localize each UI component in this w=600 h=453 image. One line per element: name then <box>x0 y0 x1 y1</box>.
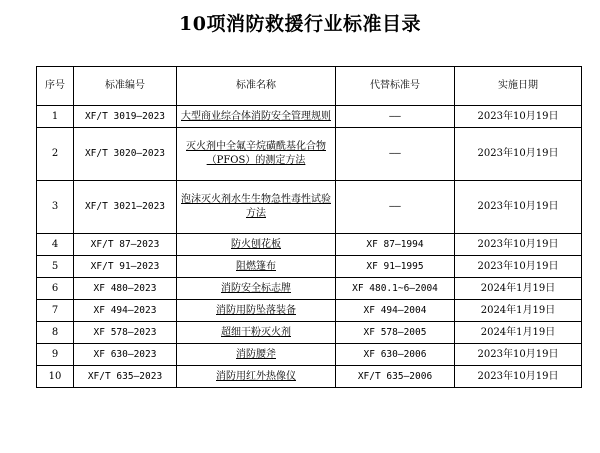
header-replaces: 代替标准号 <box>336 67 455 106</box>
cell-replaces: XF 578—2005 <box>336 322 455 344</box>
cell-date: 2023年10月19日 <box>455 366 582 388</box>
header-index: 序号 <box>37 67 74 106</box>
cell-code: XF/T 87—2023 <box>74 234 177 256</box>
cell-date: 2023年10月19日 <box>455 256 582 278</box>
header-name: 标准名称 <box>177 67 336 106</box>
cell-code: XF/T 3020—2023 <box>74 128 177 181</box>
cell-name[interactable] <box>177 344 336 366</box>
cell-code: XF/T 635—2023 <box>74 366 177 388</box>
cell-index: 9 <box>37 344 74 366</box>
page-title: 10项消防救援行业标准目录 <box>179 13 421 35</box>
cell-index: 8 <box>37 322 74 344</box>
cell-index: 4 <box>37 234 74 256</box>
table-row <box>37 128 582 181</box>
standard-name-link[interactable]: 灭火剂中全氟辛烷磺酰基化合物（PFOS）的测定方法 <box>186 141 326 166</box>
cell-code: XF/T 3019—2023 <box>74 106 177 128</box>
standard-name-link[interactable]: 泡沫灭火剂水生生物急性毒性试验方法 <box>181 194 331 219</box>
table-row <box>37 322 582 344</box>
cell-date: 2023年10月19日 <box>455 106 582 128</box>
table-row <box>37 278 582 300</box>
cell-index: 7 <box>37 300 74 322</box>
header-date: 实施日期 <box>455 67 582 106</box>
header-code: 标准编号 <box>74 67 177 106</box>
standard-name-link[interactable]: 大型商业综合体消防安全管理规则 <box>181 110 331 122</box>
cell-date: 2024年1月19日 <box>455 278 582 300</box>
cell-code: XF/T 91—2023 <box>74 256 177 278</box>
cell-code: XF 480—2023 <box>74 278 177 300</box>
cell-replaces: XF 91—1995 <box>336 256 455 278</box>
cell-replaces: XF 480.1~6—2004 <box>336 278 455 300</box>
cell-date: 2024年1月19日 <box>455 300 582 322</box>
cell-index: 1 <box>37 106 74 128</box>
cell-name[interactable] <box>177 181 336 234</box>
table-row <box>37 106 582 128</box>
cell-name[interactable] <box>177 106 336 128</box>
cell-index: 3 <box>37 181 74 234</box>
table-row <box>37 234 582 256</box>
cell-index: 5 <box>37 256 74 278</box>
cell-name[interactable] <box>177 256 336 278</box>
cell-code: XF 630—2023 <box>74 344 177 366</box>
table-row <box>37 256 582 278</box>
cell-date: 2023年10月19日 <box>455 344 582 366</box>
cell-name[interactable] <box>177 366 336 388</box>
cell-replaces: XF 87—1994 <box>336 234 455 256</box>
table-row <box>37 344 582 366</box>
cell-index: 6 <box>37 278 74 300</box>
cell-date: 2023年10月19日 <box>455 181 582 234</box>
cell-name[interactable] <box>177 300 336 322</box>
cell-replaces: —— <box>336 128 455 181</box>
table-row <box>37 181 582 234</box>
cell-replaces: XF 630—2006 <box>336 344 455 366</box>
cell-code: XF 578—2023 <box>74 322 177 344</box>
cell-replaces: XF 494—2004 <box>336 300 455 322</box>
standard-name-link[interactable]: 消防腰斧 <box>236 348 276 360</box>
table-row <box>37 366 582 388</box>
table-header-row <box>37 67 582 106</box>
cell-name[interactable] <box>177 128 336 181</box>
cell-name[interactable] <box>177 278 336 300</box>
cell-name[interactable] <box>177 322 336 344</box>
standard-name-link[interactable]: 超细干粉灭火剂 <box>221 326 291 338</box>
cell-date: 2024年1月19日 <box>455 322 582 344</box>
cell-replaces: —— <box>336 106 455 128</box>
cell-index: 2 <box>37 128 74 181</box>
cell-date: 2023年10月19日 <box>455 234 582 256</box>
cell-replaces: XF/T 635—2006 <box>336 366 455 388</box>
standards-table <box>36 66 582 388</box>
standard-name-link[interactable]: 阻燃篷布 <box>236 260 276 272</box>
cell-code: XF/T 3021—2023 <box>74 181 177 234</box>
standard-name-link[interactable]: 防火刨花板 <box>231 238 281 250</box>
table-row <box>37 300 582 322</box>
standard-name-link[interactable]: 消防安全标志牌 <box>221 282 291 294</box>
cell-code: XF 494—2023 <box>74 300 177 322</box>
standard-name-link[interactable]: 消防用防坠落装备 <box>216 304 296 316</box>
cell-date: 2023年10月19日 <box>455 128 582 181</box>
standard-name-link[interactable]: 消防用红外热像仪 <box>216 370 296 382</box>
cell-replaces: —— <box>336 181 455 234</box>
cell-name[interactable] <box>177 234 336 256</box>
cell-index: 10 <box>37 366 74 388</box>
